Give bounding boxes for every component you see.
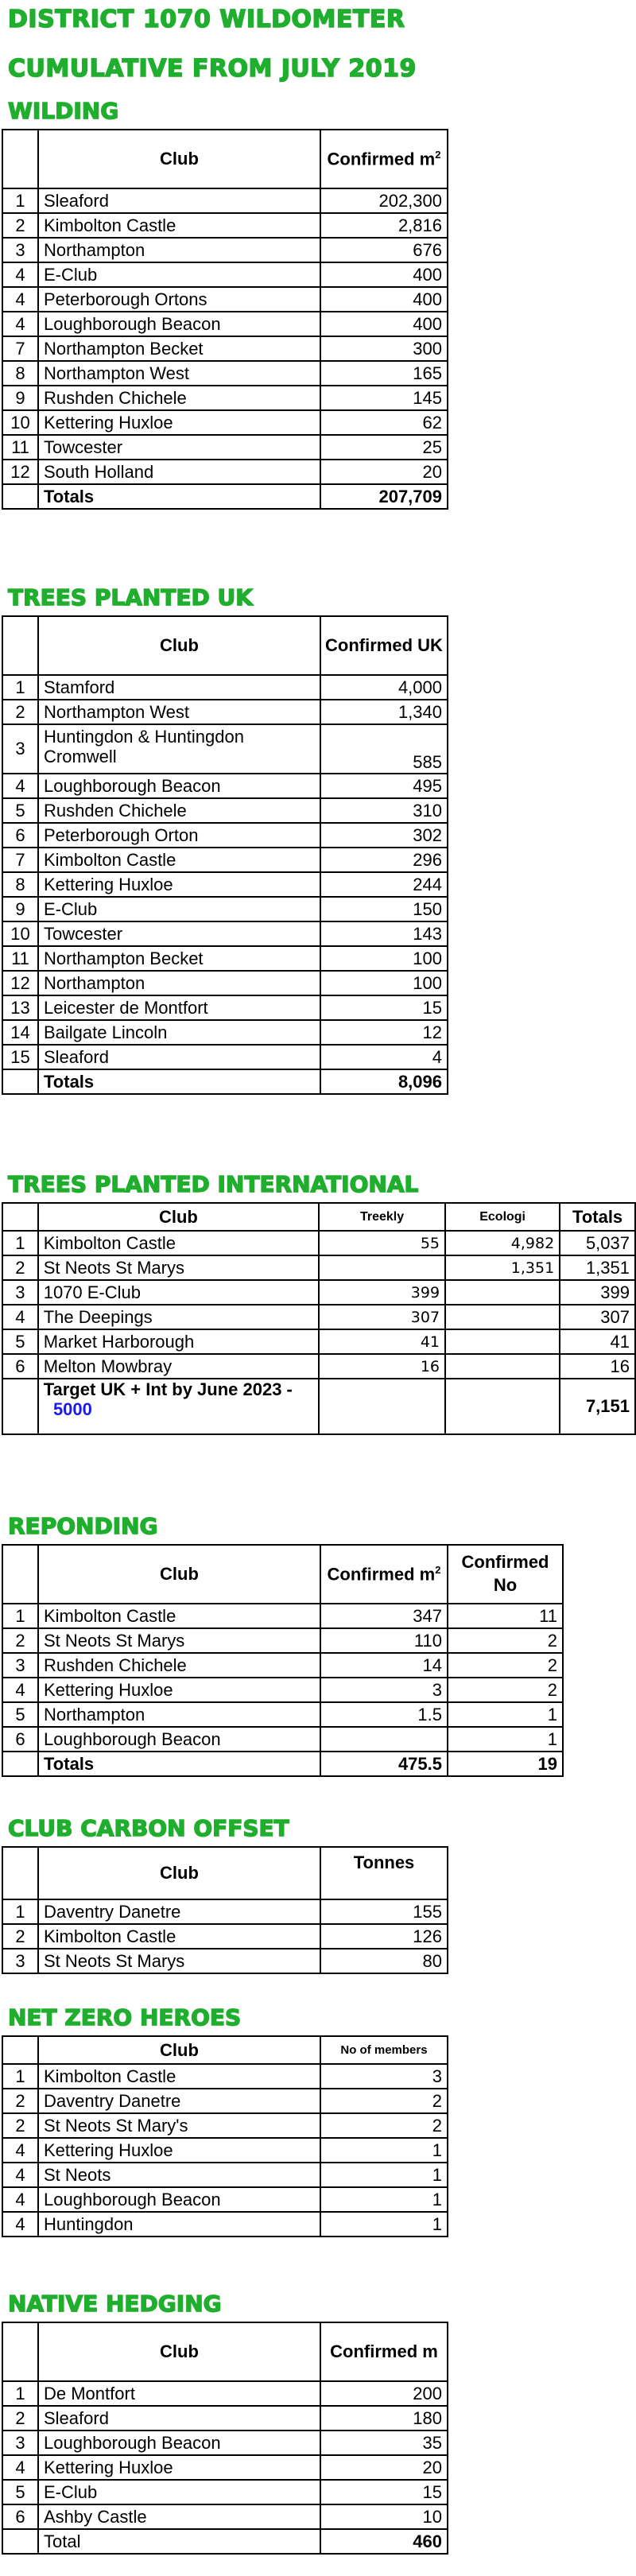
row-rank: 5 (2, 1329, 38, 1354)
value-cell: 244 (320, 872, 448, 897)
wilding-table (2, 129, 448, 510)
wilding-total-value: 207,709 (320, 484, 448, 509)
value-cell: 1 (320, 2212, 448, 2237)
club-name: Loughborough Beacon (38, 2431, 320, 2455)
row-rank: 4 (2, 1678, 38, 1702)
value-cell: 400 (320, 262, 448, 287)
row-rank: 3 (2, 1653, 38, 1678)
table-row (2, 2113, 448, 2138)
club-name: St Neots (38, 2163, 320, 2187)
value-cell: 1 (448, 1727, 563, 1752)
row-rank: 6 (2, 823, 38, 848)
value-cell: 15 (320, 2480, 448, 2504)
club-name: Stamford (38, 675, 320, 700)
value-cell: 347 (320, 1604, 448, 1628)
table-row (2, 1604, 563, 1628)
hedging-header-club: Club (38, 2322, 320, 2381)
row-rank: 2 (2, 2089, 38, 2113)
value-cell: 41 (319, 1329, 445, 1354)
value-cell (319, 1255, 445, 1280)
club-name: Huntingdon & Huntingdon Cromwell (38, 724, 320, 774)
row-rank: 9 (2, 386, 38, 410)
table-row (2, 410, 448, 435)
club-name: Kimbolton Castle (38, 848, 320, 872)
value-cell: 4,000 (320, 675, 448, 700)
trees-int-target-label: Target UK + Int by June 2023 - 5000 (38, 1379, 319, 1434)
wilding-total-label: Totals (38, 484, 320, 509)
table-row (2, 2138, 448, 2163)
wilding-header-club: Club (38, 130, 320, 188)
club-name: Northampton (38, 238, 320, 262)
row-rank: 6 (2, 2504, 38, 2529)
value-cell: 2 (448, 1653, 563, 1678)
row-rank: 2 (2, 1924, 38, 1949)
value-cell: 41 (560, 1329, 635, 1354)
value-cell: 1.5 (320, 1702, 448, 1727)
row-rank: 4 (2, 262, 38, 287)
table-row (2, 2064, 448, 2089)
row-rank: 4 (2, 312, 38, 336)
table-row (2, 2455, 448, 2480)
table-row (2, 361, 448, 386)
table-row (2, 336, 448, 361)
value-cell: 310 (320, 798, 448, 823)
value-cell: 3 (320, 1678, 448, 1702)
value-cell: 145 (320, 386, 448, 410)
value-cell: 155 (320, 1899, 448, 1924)
row-rank: 7 (2, 336, 38, 361)
value-cell: 2 (320, 2113, 448, 2138)
value-cell: 5,037 (560, 1231, 635, 1255)
hedging-section-title: NATIVE HEDGING (8, 2291, 222, 2317)
value-cell: 20 (320, 460, 448, 484)
club-name: Northampton Becket (38, 946, 320, 971)
trees-int-header-club: Club (38, 1203, 319, 1231)
table-row (2, 1305, 635, 1329)
row-rank: 4 (2, 2138, 38, 2163)
trees-int-header-treekly: Treekly (319, 1203, 445, 1231)
club-name: Leicester de Montfort (38, 995, 320, 1020)
value-cell: 202,300 (320, 188, 448, 213)
club-name: Northampton West (38, 700, 320, 724)
heroes-section-title: NET ZERO HEROES (8, 2004, 242, 2031)
table-row (2, 774, 448, 798)
row-rank: 10 (2, 921, 38, 946)
club-name: Loughborough Beacon (38, 312, 320, 336)
table-row (2, 1949, 448, 1973)
value-cell (445, 1354, 560, 1379)
row-rank: 4 (2, 2212, 38, 2237)
table-row (2, 2381, 448, 2406)
club-name: Kettering Huxloe (38, 410, 320, 435)
value-cell: 1 (320, 2163, 448, 2187)
club-name: Kimbolton Castle (38, 1924, 320, 1949)
row-rank: 2 (2, 1628, 38, 1653)
row-rank: 5 (2, 1702, 38, 1727)
table-row (2, 1045, 448, 1069)
value-cell: 495 (320, 774, 448, 798)
value-cell: 307 (319, 1305, 445, 1329)
row-rank: 2 (2, 213, 38, 238)
value-cell: 2 (448, 1678, 563, 1702)
table-row (2, 1727, 563, 1752)
table-row (2, 897, 448, 921)
table-row (2, 823, 448, 848)
value-cell: 300 (320, 336, 448, 361)
club-name: E-Club (38, 897, 320, 921)
heroes-header-members: No of members (320, 2036, 448, 2064)
table-row (2, 848, 448, 872)
reponding-header-club: Club (38, 1545, 320, 1604)
reponding-total-label: Totals (38, 1752, 320, 1776)
club-name: Peterborough Orton (38, 823, 320, 848)
carbon-header-tonnes: Tonnes (320, 1847, 448, 1899)
trees-uk-table (2, 615, 448, 1095)
value-cell: 12 (320, 1020, 448, 1045)
value-cell: 100 (320, 946, 448, 971)
table-row (2, 995, 448, 1020)
value-cell: 16 (560, 1354, 635, 1379)
value-cell: 2 (448, 1628, 563, 1653)
row-rank: 11 (2, 435, 38, 460)
club-name: Sleaford (38, 2406, 320, 2431)
table-row (2, 435, 448, 460)
row-rank: 3 (2, 238, 38, 262)
club-name: Kettering Huxloe (38, 2455, 320, 2480)
table-row (2, 238, 448, 262)
value-cell: 1 (320, 2187, 448, 2212)
club-name: Loughborough Beacon (38, 1727, 320, 1752)
trees-uk-header-confirmed: Confirmed UK (320, 616, 448, 675)
table-row (2, 1329, 635, 1354)
wilding-header-confirmed: Confirmed $m^2$ (320, 130, 448, 188)
table-row (2, 724, 448, 774)
club-name: Huntingdon (38, 2212, 320, 2237)
table-row (2, 287, 448, 312)
row-rank: 2 (2, 2406, 38, 2431)
value-cell: 55 (319, 1231, 445, 1255)
row-rank: 4 (2, 774, 38, 798)
club-name: Northampton West (38, 361, 320, 386)
club-name: E-Club (38, 2480, 320, 2504)
table-row (2, 2406, 448, 2431)
row-rank: 9 (2, 897, 38, 921)
value-cell: 400 (320, 312, 448, 336)
club-name: Kettering Huxloe (38, 1678, 320, 1702)
value-cell: 1,340 (320, 700, 448, 724)
row-rank: 1 (2, 2064, 38, 2089)
value-cell: 296 (320, 848, 448, 872)
value-cell: 1 (320, 2138, 448, 2163)
club-name: Kettering Huxloe (38, 872, 320, 897)
table-row (2, 2504, 448, 2529)
row-rank: 3 (2, 1949, 38, 1973)
value-cell: 80 (320, 1949, 448, 1973)
table-row (2, 1020, 448, 1045)
carbon-header-club: Club (38, 1847, 320, 1899)
value-cell: 126 (320, 1924, 448, 1949)
reponding-section-title: REPONDING (8, 1513, 158, 1539)
trees-uk-total-value: 8,096 (320, 1069, 448, 1094)
table-row (2, 460, 448, 484)
value-cell: 62 (320, 410, 448, 435)
table-row (2, 2431, 448, 2455)
value-cell: 399 (319, 1280, 445, 1305)
row-rank: 12 (2, 971, 38, 995)
club-name: Peterborough Ortons (38, 287, 320, 312)
table-row (2, 1354, 635, 1379)
club-name: Market Harborough (38, 1329, 319, 1354)
trees-uk-header-club: Club (38, 616, 320, 675)
value-cell: 20 (320, 2455, 448, 2480)
value-cell: 399 (560, 1280, 635, 1305)
trees-int-table (2, 1202, 636, 1435)
table-row (2, 1678, 563, 1702)
value-cell: 1 (448, 1702, 563, 1727)
reponding-table (2, 1544, 564, 1777)
club-name: E-Club (38, 262, 320, 287)
value-cell: 676 (320, 238, 448, 262)
table-row (2, 1231, 635, 1255)
club-name: Kimbolton Castle (38, 1604, 320, 1628)
hedging-total-value: 460 (320, 2529, 448, 2554)
club-name: Northampton (38, 971, 320, 995)
table-row (2, 312, 448, 336)
row-rank: 12 (2, 460, 38, 484)
row-rank: 4 (2, 1305, 38, 1329)
club-name: St Neots St Marys (38, 1628, 320, 1653)
club-name: South Holland (38, 460, 320, 484)
club-name: Towcester (38, 435, 320, 460)
table-row (2, 2187, 448, 2212)
row-rank: 4 (2, 287, 38, 312)
table-row (2, 2089, 448, 2113)
club-name: St Neots St Marys (38, 1255, 319, 1280)
trees-uk-total-label: Totals (38, 1069, 320, 1094)
wilding-section-title: WILDING (8, 98, 119, 124)
value-cell: 35 (320, 2431, 448, 2455)
value-cell: 165 (320, 361, 448, 386)
table-row (2, 675, 448, 700)
table-row (2, 188, 448, 213)
value-cell: 2 (320, 2089, 448, 2113)
trees-int-section-title: TREES PLANTED INTERNATIONAL (8, 1171, 419, 1197)
row-rank: 8 (2, 361, 38, 386)
value-cell: 200 (320, 2381, 448, 2406)
value-cell (445, 1280, 560, 1305)
club-name: Loughborough Beacon (38, 2187, 320, 2212)
club-name: Rushden Chichele (38, 1653, 320, 1678)
row-rank: 11 (2, 946, 38, 971)
row-rank: 10 (2, 410, 38, 435)
row-rank: 3 (2, 1280, 38, 1305)
value-cell: 150 (320, 897, 448, 921)
heroes-header-club: Club (38, 2036, 320, 2064)
reponding-header-no: Confirmed No (448, 1545, 563, 1604)
table-row (2, 921, 448, 946)
club-name: Sleaford (38, 188, 320, 213)
value-cell: 10 (320, 2504, 448, 2529)
value-cell: 585 (320, 724, 448, 774)
table-row (2, 1255, 635, 1280)
club-name: Northampton (38, 1702, 320, 1727)
row-rank: 5 (2, 798, 38, 823)
row-rank: 5 (2, 2480, 38, 2504)
page-subtitle: CUMULATIVE FROM JULY 2019 (8, 55, 417, 83)
value-cell: 25 (320, 435, 448, 460)
row-rank: 1 (2, 1899, 38, 1924)
carbon-section-title: CLUB CARBON OFFSET (8, 1815, 289, 1841)
value-cell: 1,351 (445, 1255, 560, 1280)
value-cell: 302 (320, 823, 448, 848)
hedging-total-label: Total (38, 2529, 320, 2554)
row-rank: 13 (2, 995, 38, 1020)
table-row (2, 2212, 448, 2237)
table-row (2, 213, 448, 238)
value-cell: 180 (320, 2406, 448, 2431)
row-rank: 1 (2, 1231, 38, 1255)
club-name: Towcester (38, 921, 320, 946)
club-name: Kettering Huxloe (38, 2138, 320, 2163)
hedging-header-confirmed: Confirmed m (320, 2322, 448, 2381)
table-row (2, 872, 448, 897)
row-rank: 2 (2, 700, 38, 724)
table-row (2, 798, 448, 823)
table-row (2, 1702, 563, 1727)
trees-int-header-totals: Totals (560, 1203, 635, 1231)
table-row (2, 2163, 448, 2187)
club-name: Northampton Becket (38, 336, 320, 361)
row-rank: 1 (2, 1604, 38, 1628)
value-cell: 3 (320, 2064, 448, 2089)
table-row (2, 700, 448, 724)
club-name: Ashby Castle (38, 2504, 320, 2529)
row-rank: 2 (2, 2113, 38, 2138)
table-row (2, 262, 448, 287)
carbon-table (2, 1846, 448, 1974)
row-rank: 15 (2, 1045, 38, 1069)
row-rank: 14 (2, 1020, 38, 1045)
club-name: Daventry Danetre (38, 1899, 320, 1924)
row-rank: 1 (2, 188, 38, 213)
value-cell: 1,351 (560, 1255, 635, 1280)
heroes-table (2, 2035, 448, 2237)
reponding-header-m2: Confirmed $m^2$ (320, 1545, 448, 1604)
value-cell (320, 1727, 448, 1752)
value-cell: 15 (320, 995, 448, 1020)
table-row (2, 1280, 635, 1305)
table-row (2, 386, 448, 410)
row-rank: 2 (2, 1255, 38, 1280)
value-cell: 143 (320, 921, 448, 946)
row-rank: 7 (2, 848, 38, 872)
row-rank: 6 (2, 1727, 38, 1752)
club-name: Kimbolton Castle (38, 213, 320, 238)
value-cell (445, 1305, 560, 1329)
club-name: Kimbolton Castle (38, 1231, 319, 1255)
table-row (2, 1628, 563, 1653)
value-cell: 100 (320, 971, 448, 995)
club-name: Daventry Danetre (38, 2089, 320, 2113)
trees-uk-section-title: TREES PLANTED UK (8, 584, 253, 611)
value-cell: 2,816 (320, 213, 448, 238)
club-name: Loughborough Beacon (38, 774, 320, 798)
value-cell: 11 (448, 1604, 563, 1628)
row-rank: 1 (2, 2381, 38, 2406)
club-name: Rushden Chichele (38, 386, 320, 410)
row-rank: 4 (2, 2455, 38, 2480)
club-name: Rushden Chichele (38, 798, 320, 823)
table-row (2, 1924, 448, 1949)
table-row (2, 946, 448, 971)
club-name: Kimbolton Castle (38, 2064, 320, 2089)
value-cell: 400 (320, 287, 448, 312)
hedging-table (2, 2322, 448, 2555)
trees-int-target-value: 5000 (52, 1399, 92, 1420)
page-title: DISTRICT 1070 WILDOMETER (8, 6, 405, 33)
club-name: 1070 E-Club (38, 1280, 319, 1305)
row-rank: 8 (2, 872, 38, 897)
trees-int-target-total: 7,151 (560, 1379, 635, 1434)
club-name: St Neots St Mary's (38, 2113, 320, 2138)
value-cell: 307 (560, 1305, 635, 1329)
value-cell: 14 (320, 1653, 448, 1678)
club-name: Sleaford (38, 1045, 320, 1069)
club-name: De Montfort (38, 2381, 320, 2406)
table-row (2, 2480, 448, 2504)
row-rank: 3 (2, 2431, 38, 2455)
value-cell: 4,982 (445, 1231, 560, 1255)
row-rank: 4 (2, 2163, 38, 2187)
row-rank: 1 (2, 675, 38, 700)
value-cell: 16 (319, 1354, 445, 1379)
club-name: St Neots St Marys (38, 1949, 320, 1973)
trees-int-header-ecologi: Ecologi (445, 1203, 560, 1231)
club-name: Bailgate Lincoln (38, 1020, 320, 1045)
row-rank: 3 (2, 724, 38, 774)
reponding-total-no: 19 (448, 1752, 563, 1776)
reponding-total-m2: 475.5 (320, 1752, 448, 1776)
club-name: The Deepings (38, 1305, 319, 1329)
row-rank: 4 (2, 2187, 38, 2212)
value-cell: 4 (320, 1045, 448, 1069)
table-row (2, 1653, 563, 1678)
club-name: Melton Mowbray (38, 1354, 319, 1379)
row-rank: 6 (2, 1354, 38, 1379)
value-cell: 110 (320, 1628, 448, 1653)
value-cell (445, 1329, 560, 1354)
table-row (2, 1899, 448, 1924)
table-row (2, 971, 448, 995)
